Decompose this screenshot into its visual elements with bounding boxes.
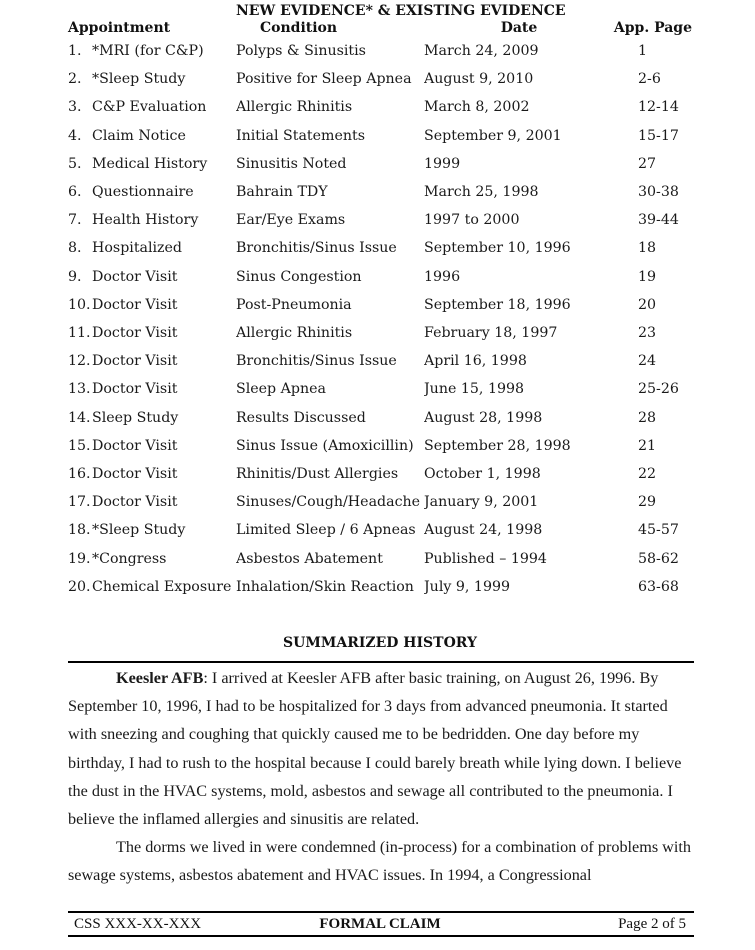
appointment-cell — [68, 234, 236, 262]
row-number: 13. — [68, 381, 91, 398]
row-number: 2. — [68, 71, 82, 88]
condition-cell: Limited Sleep / 6 Apneas — [236, 522, 416, 539]
app-page-cell: 23 — [638, 325, 657, 342]
row-number: 9. — [68, 268, 82, 285]
condition-cell: Sinus Congestion — [236, 268, 362, 285]
date-cell: March 25, 1998 — [424, 184, 539, 201]
header-condition: Condition — [260, 20, 338, 36]
date-cell: June 15, 1998 — [424, 381, 525, 398]
table-row — [68, 263, 698, 291]
row-number: 18. — [68, 522, 91, 539]
date-cell: January 9, 2001 — [424, 494, 539, 511]
condition-cell: Bronchitis/Sinus Issue — [236, 240, 397, 257]
table-row — [68, 234, 698, 262]
row-number: 4. — [68, 127, 82, 144]
row-number: 10. — [68, 296, 91, 313]
app-page-cell: 39-44 — [638, 212, 679, 229]
appointment-cell — [68, 573, 236, 601]
date-cell: April 16, 1998 — [424, 353, 527, 370]
date-cell: August 24, 1998 — [424, 522, 543, 539]
location-lead: Keesler AFB — [116, 669, 204, 687]
appointment-text: *Sleep Study — [92, 71, 186, 88]
condition-cell: Bahrain TDY — [236, 184, 328, 201]
app-page-cell: 12-14 — [638, 99, 679, 116]
app-page-cell: 58-62 — [638, 550, 679, 567]
date-cell: September 28, 1998 — [424, 437, 571, 454]
appointment-cell — [68, 516, 236, 544]
appointment-cell — [68, 178, 236, 206]
evidence-table — [68, 3, 698, 601]
row-number: 11. — [68, 325, 91, 342]
appointment-text: *MRI (for C&P) — [92, 43, 204, 59]
appointment-text: Doctor Visit — [92, 381, 178, 398]
footer-rule-top — [68, 911, 694, 913]
date-cell: March 24, 2009 — [424, 43, 539, 59]
row-number: 16. — [68, 466, 91, 483]
footer-rule-bottom — [68, 935, 694, 937]
table-row — [68, 37, 698, 65]
footer-css-number: CSS XXX-XX-XXX — [74, 916, 202, 932]
table-row — [68, 206, 698, 234]
appointment-cell — [68, 488, 236, 516]
condition-cell: Inhalation/Skin Reaction — [236, 578, 414, 595]
row-number: 1. — [68, 43, 82, 59]
condition-cell: Allergic Rhinitis — [236, 325, 353, 342]
condition-cell: Allergic Rhinitis — [236, 99, 353, 116]
app-page-cell: 28 — [638, 409, 657, 426]
date-cell: March 8, 2002 — [424, 99, 530, 116]
appointment-text: *Sleep Study — [92, 522, 186, 539]
appointment-cell — [68, 37, 236, 65]
appointment-cell — [68, 545, 236, 573]
appointment-text: Doctor Visit — [92, 296, 178, 313]
appointment-text: Chemical Exposure — [92, 578, 232, 595]
table-row — [68, 516, 698, 544]
app-page-cell: 63-68 — [638, 578, 679, 595]
table-row — [68, 432, 698, 460]
condition-cell: Ear/Eye Exams — [236, 212, 346, 229]
table-row — [68, 291, 698, 319]
appointment-text: C&P Evaluation — [92, 99, 207, 116]
app-page-cell: 15-17 — [638, 127, 679, 144]
condition-cell: Initial Statements — [236, 127, 365, 144]
table-row — [68, 347, 698, 375]
condition-cell: Post-Pneumonia — [236, 296, 352, 313]
app-page-cell: 22 — [638, 466, 657, 483]
appointment-text: Doctor Visit — [92, 466, 178, 483]
appointment-cell — [68, 319, 236, 347]
appointment-cell — [68, 206, 236, 234]
header-app-page: App. Page — [613, 20, 692, 36]
header-date: Date — [500, 20, 538, 36]
appointment-text: Doctor Visit — [92, 437, 178, 454]
appointment-cell — [68, 291, 236, 319]
row-number: 8. — [68, 240, 82, 257]
app-page-cell: 24 — [638, 353, 657, 370]
appointment-text: Doctor Visit — [92, 494, 178, 511]
table-row — [68, 93, 698, 121]
appointment-text: Sleep Study — [92, 409, 179, 426]
history-body — [68, 664, 694, 890]
row-number: 7. — [68, 212, 82, 229]
date-cell: 1997 to 2000 — [424, 212, 520, 229]
date-cell: February 18, 1997 — [424, 325, 558, 342]
header-appointment: Appointment — [68, 20, 171, 36]
appointment-cell — [68, 404, 236, 432]
summarized-history-title: SUMMARIZED HISTORY — [283, 635, 477, 651]
condition-cell: Bronchitis/Sinus Issue — [236, 353, 397, 370]
row-number: 12. — [68, 353, 91, 370]
app-page-cell: 2-6 — [638, 71, 661, 88]
row-number: 14. — [68, 409, 91, 426]
app-page-cell: 30-38 — [638, 184, 679, 201]
row-number: 5. — [68, 155, 82, 172]
appointment-text: Claim Notice — [92, 127, 186, 144]
appointment-cell — [68, 375, 236, 403]
condition-cell: Sinusitis Noted — [236, 155, 347, 172]
row-number: 15. — [68, 437, 91, 454]
appointment-cell — [68, 263, 236, 291]
condition-cell: Polyps & Sinusitis — [236, 43, 366, 59]
table-title: NEW EVIDENCE* & EXISTING EVIDENCE — [236, 3, 566, 19]
date-cell: September 10, 1996 — [424, 240, 571, 257]
table-row — [68, 545, 698, 573]
appointment-cell — [68, 347, 236, 375]
table-row — [68, 319, 698, 347]
footer-document-type: FORMAL CLAIM — [319, 916, 441, 932]
table-row — [68, 178, 698, 206]
date-cell: 1999 — [424, 155, 461, 172]
table-row — [68, 488, 698, 516]
app-page-cell: 45-57 — [638, 522, 679, 539]
appointment-cell — [68, 122, 236, 150]
evidence-rows — [68, 37, 698, 601]
history-paragraph-1 — [68, 664, 694, 833]
condition-cell: Asbestos Abatement — [236, 550, 383, 567]
appointment-cell — [68, 65, 236, 93]
date-cell: 1996 — [424, 268, 461, 285]
app-page-cell: 27 — [638, 155, 657, 172]
appointment-cell — [68, 150, 236, 178]
table-row — [68, 150, 698, 178]
date-cell: September 9, 2001 — [424, 127, 562, 144]
date-cell: July 9, 1999 — [424, 578, 511, 595]
row-number: 3. — [68, 99, 82, 116]
table-row — [68, 404, 698, 432]
condition-cell: Rhinitis/Dust Allergies — [236, 466, 399, 483]
table-row — [68, 573, 698, 601]
condition-cell: Sinuses/Cough/Headache — [236, 494, 421, 511]
table-row — [68, 460, 698, 488]
app-page-cell: 18 — [638, 240, 657, 257]
date-cell: August 28, 1998 — [424, 409, 543, 426]
appointment-text: *Congress — [92, 550, 167, 567]
table-row — [68, 65, 698, 93]
date-cell: September 18, 1996 — [424, 296, 571, 313]
row-number: 17. — [68, 494, 91, 511]
history-paragraph-2: The dorms we lived in were condemned (in-process) for a combination of problems with sewage systems, asbestos abatement and HVAC issues. In 1994, a Congressional — [68, 838, 691, 885]
app-page-cell: 20 — [638, 296, 657, 313]
condition-cell: Results Discussed — [236, 409, 366, 426]
condition-cell: Sleep Apnea — [236, 381, 326, 398]
app-page-cell: 25-26 — [638, 381, 679, 398]
condition-cell: Positive for Sleep Apnea — [236, 71, 412, 88]
app-page-cell: 29 — [638, 494, 657, 511]
table-row — [68, 122, 698, 150]
condition-cell: Sinus Issue (Amoxicillin) — [236, 437, 414, 454]
appointment-text: Doctor Visit — [92, 325, 178, 342]
date-cell: October 1, 1998 — [424, 466, 541, 483]
footer-page-number: Page 2 of 5 — [618, 916, 686, 932]
appointment-text: Hospitalized — [92, 240, 183, 257]
row-number: 19. — [68, 550, 91, 567]
app-page-cell: 21 — [638, 437, 657, 454]
row-number: 6. — [68, 184, 82, 201]
row-number: 20. — [68, 578, 91, 595]
app-page-cell: 1 — [638, 43, 648, 59]
page-footer — [74, 914, 686, 934]
appointment-text: Medical History — [92, 155, 208, 172]
appointment-text: Doctor Visit — [92, 353, 178, 370]
section-divider — [68, 661, 694, 663]
date-cell: Published – 1994 — [424, 550, 547, 567]
history-paragraph-1-text: : I arrived at Keesler AFB after basic training, on August 26, 1996. By September 10, 1996, I had to be hospitalized for 3 days from advanced pneumonia. It started with sneezing and coughing that quickly caused me to be bedridden. One day before my birthday, I had to rush to the hospital because I could barely breath while lying down. I believe the dust in the HVAC systems, mold, asbestos and sewage all contributed to the pneumonia. I believe the inflamed allergies and sinusitis are related. — [68, 669, 682, 829]
appointment-cell — [68, 93, 236, 121]
appointment-text: Health History — [92, 212, 199, 229]
appointment-cell — [68, 460, 236, 488]
app-page-cell: 19 — [638, 268, 657, 285]
appointment-cell — [68, 432, 236, 460]
table-row — [68, 375, 698, 403]
appointment-text: Questionnaire — [92, 184, 194, 201]
appointment-text: Doctor Visit — [92, 268, 178, 285]
date-cell: August 9, 2010 — [424, 71, 534, 88]
